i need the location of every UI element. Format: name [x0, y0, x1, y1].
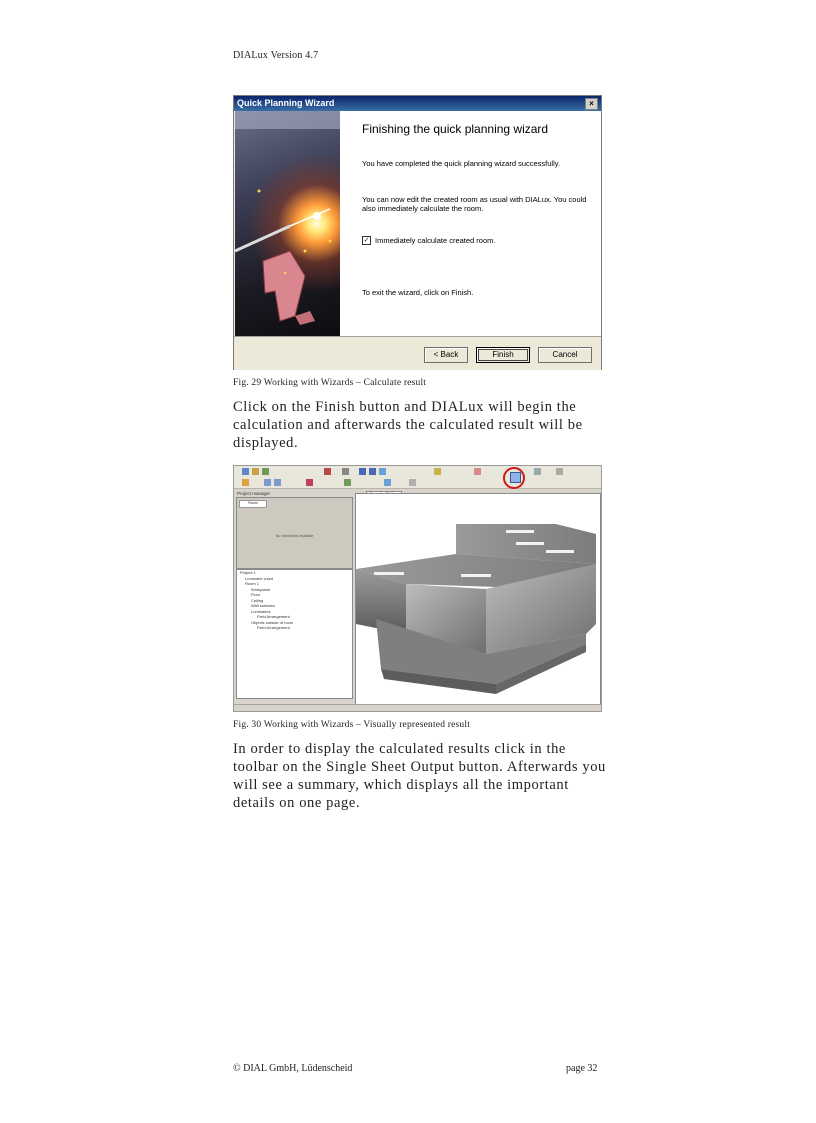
- wizard-button-bar: [234, 336, 601, 370]
- open-icon[interactable]: [252, 468, 259, 475]
- toolbar-row-2: [234, 477, 601, 489]
- tool-icon[interactable]: [434, 468, 441, 475]
- 3d-view: [355, 493, 601, 705]
- tree-item[interactable]: Luminaires: [251, 608, 271, 614]
- paragraph-results: In order to display the calculated results click in the toolbar on the Single Sheet Output button. Afterwards you will see a summary, which displays all the important details on one page.: [233, 741, 606, 811]
- no-info-text: No information available: [275, 534, 314, 538]
- tree-item[interactable]: Field Arrangement: [257, 614, 290, 619]
- tool-icon[interactable]: [556, 468, 563, 475]
- figure-29-caption: Fig. 29 Working with Wizards – Calculate result: [233, 378, 427, 388]
- checkbox-label: Immediately calculate created room.: [375, 236, 496, 245]
- properties-panel: [236, 497, 353, 569]
- quick-planning-wizard-dialog: [233, 95, 602, 370]
- tool-icon[interactable]: [534, 468, 541, 475]
- back-button[interactable]: < Back: [424, 347, 468, 363]
- tool-icon[interactable]: [369, 468, 376, 475]
- page-header: DIALux Version 4.7: [233, 50, 319, 61]
- save-icon[interactable]: [262, 468, 269, 475]
- tool-icon[interactable]: [384, 479, 391, 486]
- wizard-text-edit: You can now edit the created room as usual with DIALux. You could also immediately calculate the room.: [362, 195, 587, 213]
- tool-icon[interactable]: [379, 468, 386, 475]
- tool-icon[interactable]: [306, 479, 313, 486]
- wizard-text-exit: To exit the wizard, click on Finish.: [362, 288, 474, 297]
- dialog-title: Quick Planning Wizard: [237, 98, 335, 108]
- tool-icon[interactable]: [474, 468, 481, 475]
- tree-item[interactable]: Wall surfaces: [251, 603, 275, 608]
- wizard-content: [340, 111, 601, 336]
- paragraph-finish: Click on the Finish button and DIALux will begin the calculation and afterwards the calculated result will be displayed.: [233, 399, 583, 451]
- dialux-window-screenshot: [233, 465, 602, 712]
- close-icon[interactable]: ×: [585, 98, 598, 110]
- tree-item[interactable]: Ceiling: [251, 597, 264, 603]
- wizard-heading: Finishing the quick planning wizard: [362, 122, 549, 136]
- calculate-room-checkbox[interactable]: ✓: [363, 237, 370, 244]
- tab-room[interactable]: Room: [239, 500, 267, 508]
- tree-item[interactable]: Luminaire Used: [245, 575, 274, 581]
- tree-item[interactable]: Project 1: [240, 570, 256, 575]
- tree-item[interactable]: Workplane: [251, 586, 271, 592]
- tree-item[interactable]: Room 1: [245, 581, 260, 586]
- tool-icon[interactable]: [359, 468, 366, 475]
- tool-icon[interactable]: [409, 479, 416, 486]
- tool-icon[interactable]: [242, 479, 249, 486]
- footer-page-number: page 32: [566, 1063, 598, 1074]
- figure-30-caption: Fig. 30 Working with Wizards – Visually represented result: [233, 720, 471, 730]
- tree-item[interactable]: Field Arrangement: [257, 625, 290, 630]
- finish-button[interactable]: Finish: [476, 347, 530, 363]
- project-tree: [236, 569, 353, 699]
- highlight-circle-icon: [502, 466, 526, 490]
- wizard-text-completed: You have completed the quick planning wizard successfully.: [362, 159, 561, 168]
- tool-icon[interactable]: [344, 479, 351, 486]
- tool-icon[interactable]: [324, 468, 331, 475]
- tree-item[interactable]: Objects outside of room: [251, 619, 294, 625]
- wizard-art-svg: [235, 111, 340, 336]
- project-manager-title: Project manager: [237, 491, 271, 496]
- tool-icon[interactable]: [264, 479, 271, 486]
- room-3d-render: [356, 494, 600, 704]
- dialog-title-bar: [234, 96, 601, 111]
- status-bar: [234, 704, 601, 712]
- tool-icon[interactable]: [274, 479, 281, 486]
- cancel-button[interactable]: Cancel: [538, 347, 592, 363]
- tree-item[interactable]: Floor: [251, 592, 261, 597]
- tool-icon[interactable]: [342, 468, 349, 475]
- footer-copyright: © DIAL GmbH, Lüdenscheid: [233, 1063, 353, 1074]
- new-icon[interactable]: [242, 468, 249, 475]
- wizard-illustration: [235, 111, 340, 336]
